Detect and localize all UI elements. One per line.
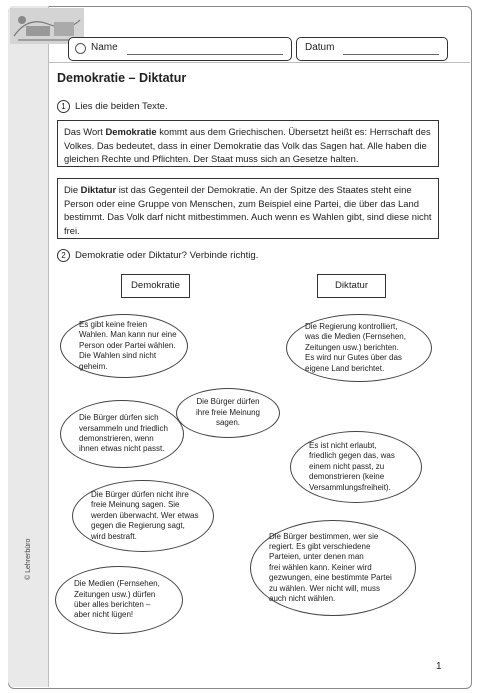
text-demokratie bbox=[57, 120, 439, 167]
text-demokratie-prefix: Das Wort bbox=[64, 126, 106, 137]
page-title: Demokratie – Diktatur bbox=[57, 71, 187, 85]
statement-ellipse-5[interactable] bbox=[290, 431, 422, 503]
pencil-icon bbox=[75, 43, 86, 54]
text-diktatur-keyword: Diktatur bbox=[80, 184, 117, 195]
statement-ellipse-8[interactable] bbox=[55, 566, 183, 634]
date-write-line bbox=[343, 54, 439, 55]
date-field[interactable] bbox=[296, 37, 448, 61]
statement-text-2: Die Regierung kontrolliert, was die Medien (Fernsehen, Zeitungen usw.) berichten. Es wird nur Gutes über das eigene Land berichtet. bbox=[305, 321, 406, 373]
statement-ellipse-3[interactable] bbox=[176, 388, 280, 438]
label-diktatur[interactable]: Diktatur bbox=[317, 274, 386, 298]
task-1-text: Lies die beiden Texte. bbox=[75, 101, 168, 112]
left-sidebar-stripe bbox=[8, 6, 49, 687]
name-field[interactable] bbox=[68, 37, 292, 61]
name-write-line bbox=[127, 54, 283, 55]
statement-ellipse-2[interactable] bbox=[286, 314, 432, 382]
task-2-text: Demokratie oder Diktatur? Verbinde richtig. bbox=[75, 250, 259, 261]
text-demokratie-keyword: Demokratie bbox=[105, 126, 157, 137]
text-diktatur-prefix: Die bbox=[64, 184, 81, 195]
statement-ellipse-6[interactable] bbox=[72, 480, 214, 552]
text-diktatur bbox=[57, 178, 439, 239]
page-number: 1 bbox=[436, 661, 442, 672]
statement-text-5: Es ist nicht erlaubt, friedlich gegen das, was einem nicht passt, zu demonstrieren (keine Versammlungsfreiheit). bbox=[309, 440, 395, 492]
statement-text-1: Es gibt keine freien Wahlen. Man kann nur eine Person oder Partei wählen. Die Wahlen sind nicht geheim. bbox=[79, 319, 177, 371]
task-1 bbox=[57, 100, 168, 113]
statement-text-6: Die Bürger dürfen nicht ihre freie Meinung sagen. Sie werden überwacht. Wer etwas gegen die Regierung sagt, wird bestraft. bbox=[91, 489, 199, 541]
text-diktatur-body: ist das Gegenteil der Demokratie. An der Spitze des Staates steht eine Person oder eine Gruppe von Menschen, zum Beispiel eine Partei, die über das Land bestimmt. Das Volk darf nicht mitbestimmen. Auch wenn es Wahlen gibt, sind diese nicht frei. bbox=[64, 184, 432, 236]
statement-text-7: Die Bürger bestimmen, wer sie regiert. Es gibt verschiedene Parteien, unter denen man frei wählen kann. Keiner wird gezwungen, eine bestimmte Partei zu wählen. Wer nicht will, muss auch nicht wählen. bbox=[269, 531, 392, 604]
statement-ellipse-1[interactable] bbox=[60, 314, 188, 378]
label-demokratie[interactable]: Demokratie bbox=[121, 274, 190, 298]
statement-ellipse-4[interactable] bbox=[60, 400, 184, 468]
date-label: Datum bbox=[305, 42, 335, 53]
name-label: Name bbox=[91, 42, 118, 53]
copyright-notice: © Lehrerbüro bbox=[25, 538, 32, 580]
statement-text-8: Die Medien (Fernsehen, Zeitungen usw.) dürfen über alles berichten – aber nicht lügen! bbox=[74, 579, 160, 620]
task-number-2: 2 bbox=[57, 249, 70, 262]
task-2 bbox=[57, 249, 258, 262]
task-number-1: 1 bbox=[57, 100, 70, 113]
statement-text-3: Die Bürger dürfen ihre freie Meinung sagen. bbox=[195, 397, 261, 428]
statement-text-4: Die Bürger dürfen sich versammeln und friedlich demonstrieren, wenn ihnen etwas nicht passt. bbox=[79, 413, 168, 454]
text-demokratie-body: kommt aus dem Griechischen. Übersetzt heißt es: Herrschaft des Volkes. Das bedeutet, dass in einer Demokratie das Volk das Sagen hat. Alle haben die gleichen Rechte und Pflichten. Der Staat muss sich an Gesetze halten. bbox=[64, 126, 431, 165]
header-divider bbox=[48, 62, 470, 63]
statement-ellipse-7[interactable] bbox=[250, 520, 416, 616]
